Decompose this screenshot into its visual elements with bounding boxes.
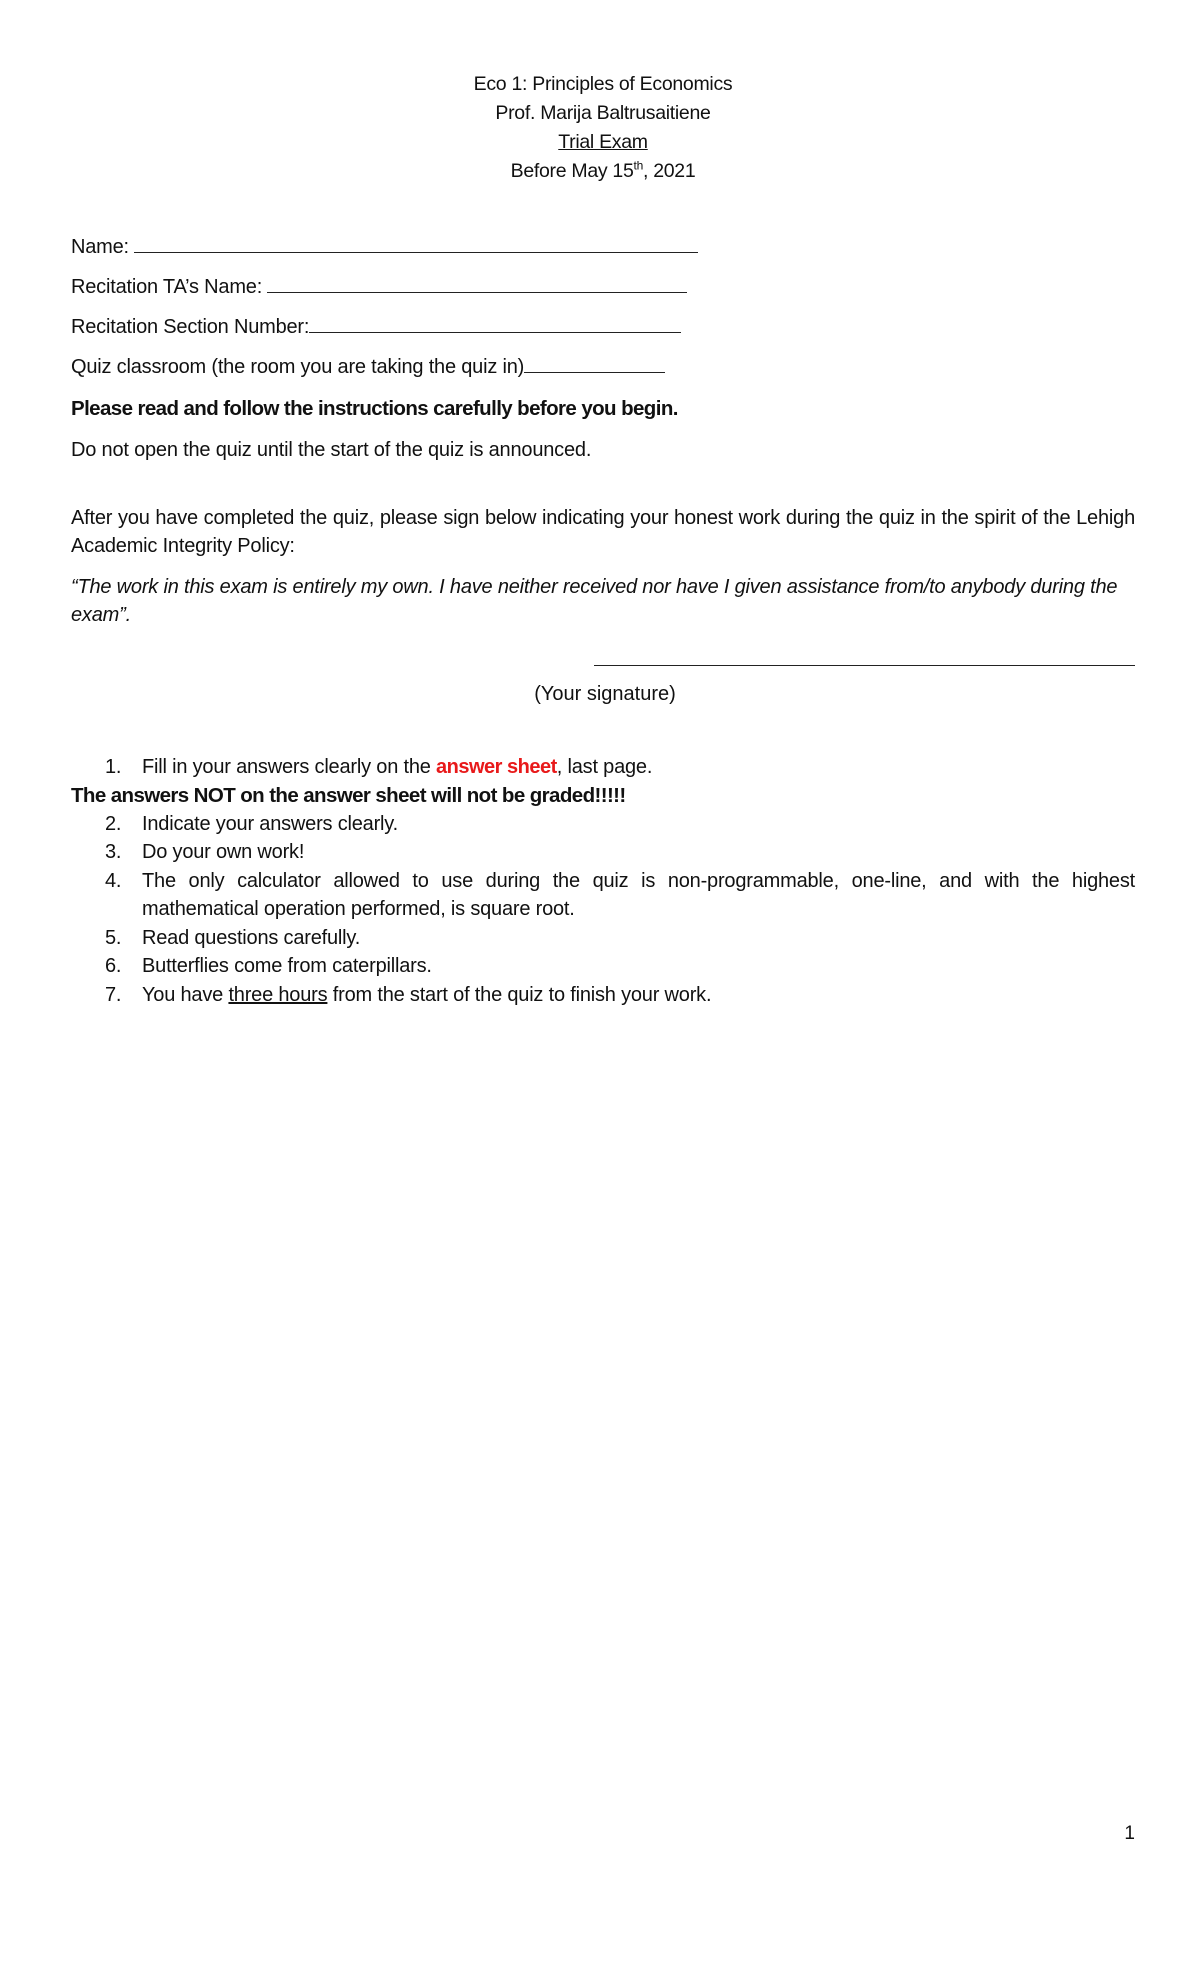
exam-rules-list [71,753,1135,782]
answer-sheet-warning: The answers NOT on the answer sheet will not be graded!!!!! [71,783,626,807]
rule-number: 6. [105,955,122,977]
section-number-label: Recitation Section Number: [71,316,310,338]
three-hours-emphasis: three hours [228,983,328,1006]
rule-number: 5. [105,926,122,949]
exam-date-prefix: Before May 15 [510,160,634,182]
page-number: 1 [1124,1823,1135,1844]
professor-name: Prof. Marija Baltrusaitiene [495,102,711,124]
rule-item [71,810,1135,839]
rule-text-end: from the start of the quiz to finish your work. [327,983,712,1006]
rule-item [71,838,1135,867]
name-label: Name: [71,236,129,258]
exam-date-suffix: , 2021 [642,160,696,182]
rule-text: You have [142,983,229,1006]
answer-sheet-highlight: answer sheet [436,756,557,778]
exam-date-superscript: th [633,158,643,173]
integrity-intro: After you have completed the quiz, please sign below indicating your honest work during the quiz in the spirit of the Lehigh Academic Integrity Policy: [71,507,1135,557]
rule-text: Indicate your answers clearly. [142,812,398,835]
name-blank-line[interactable] [134,234,698,253]
section-number-blank-line[interactable] [309,314,681,333]
rule-number: 2. [105,812,122,835]
do-not-open-notice: Do not open the quiz until the start of the quiz is announced. [71,439,592,461]
exam-type: Trial Exam [558,131,648,153]
integrity-quote: “The work in this exam is entirely my own. I have neither received nor have I given assistance from/to anybody during the exam”. [71,576,1118,626]
rule-item [71,981,1135,1010]
rule-text: The only calculator allowed to use during the quiz is non-programmable, one-line, and with the highest mathematical operation performed, is square root. [142,869,1135,920]
rule-text-end: , last page. [556,756,653,778]
exam-header [71,70,1135,186]
name-field[interactable] [71,234,1135,274]
rule-number: 4. [105,869,122,892]
ta-name-blank-line[interactable] [267,274,687,293]
classroom-label: Quiz classroom (the room you are taking the quiz in) [71,356,525,378]
rule-item [71,753,1135,782]
course-title: Eco 1: Principles of Economics [473,73,733,95]
student-info-fields [71,234,1135,394]
signature-line[interactable] [594,637,1135,666]
rule-item [71,924,1135,953]
exam-cover-page [71,70,1135,1009]
classroom-blank-line[interactable] [524,354,665,373]
rule-text: Butterflies come from caterpillars. [142,955,432,977]
rule-number: 1. [105,756,122,778]
ta-name-label: Recitation TA’s Name: [71,276,263,298]
rule-number: 3. [105,841,122,863]
exam-date [71,157,1135,186]
rule-item [71,952,1135,981]
rule-text: Read questions carefully. [142,926,361,949]
rule-text: Do your own work! [142,841,305,863]
rule-number: 7. [105,983,122,1006]
rule-text: Fill in your answers clearly on the [142,756,437,778]
signature-caption: (Your signature) [534,683,676,705]
classroom-field[interactable] [71,354,1135,394]
read-instructions-notice: Please read and follow the instructions carefully before you begin. [71,397,678,420]
rule-item [71,867,1135,924]
section-number-field[interactable] [71,314,1135,354]
ta-name-field[interactable] [71,274,1135,314]
exam-rules-list-continued [71,810,1135,1010]
